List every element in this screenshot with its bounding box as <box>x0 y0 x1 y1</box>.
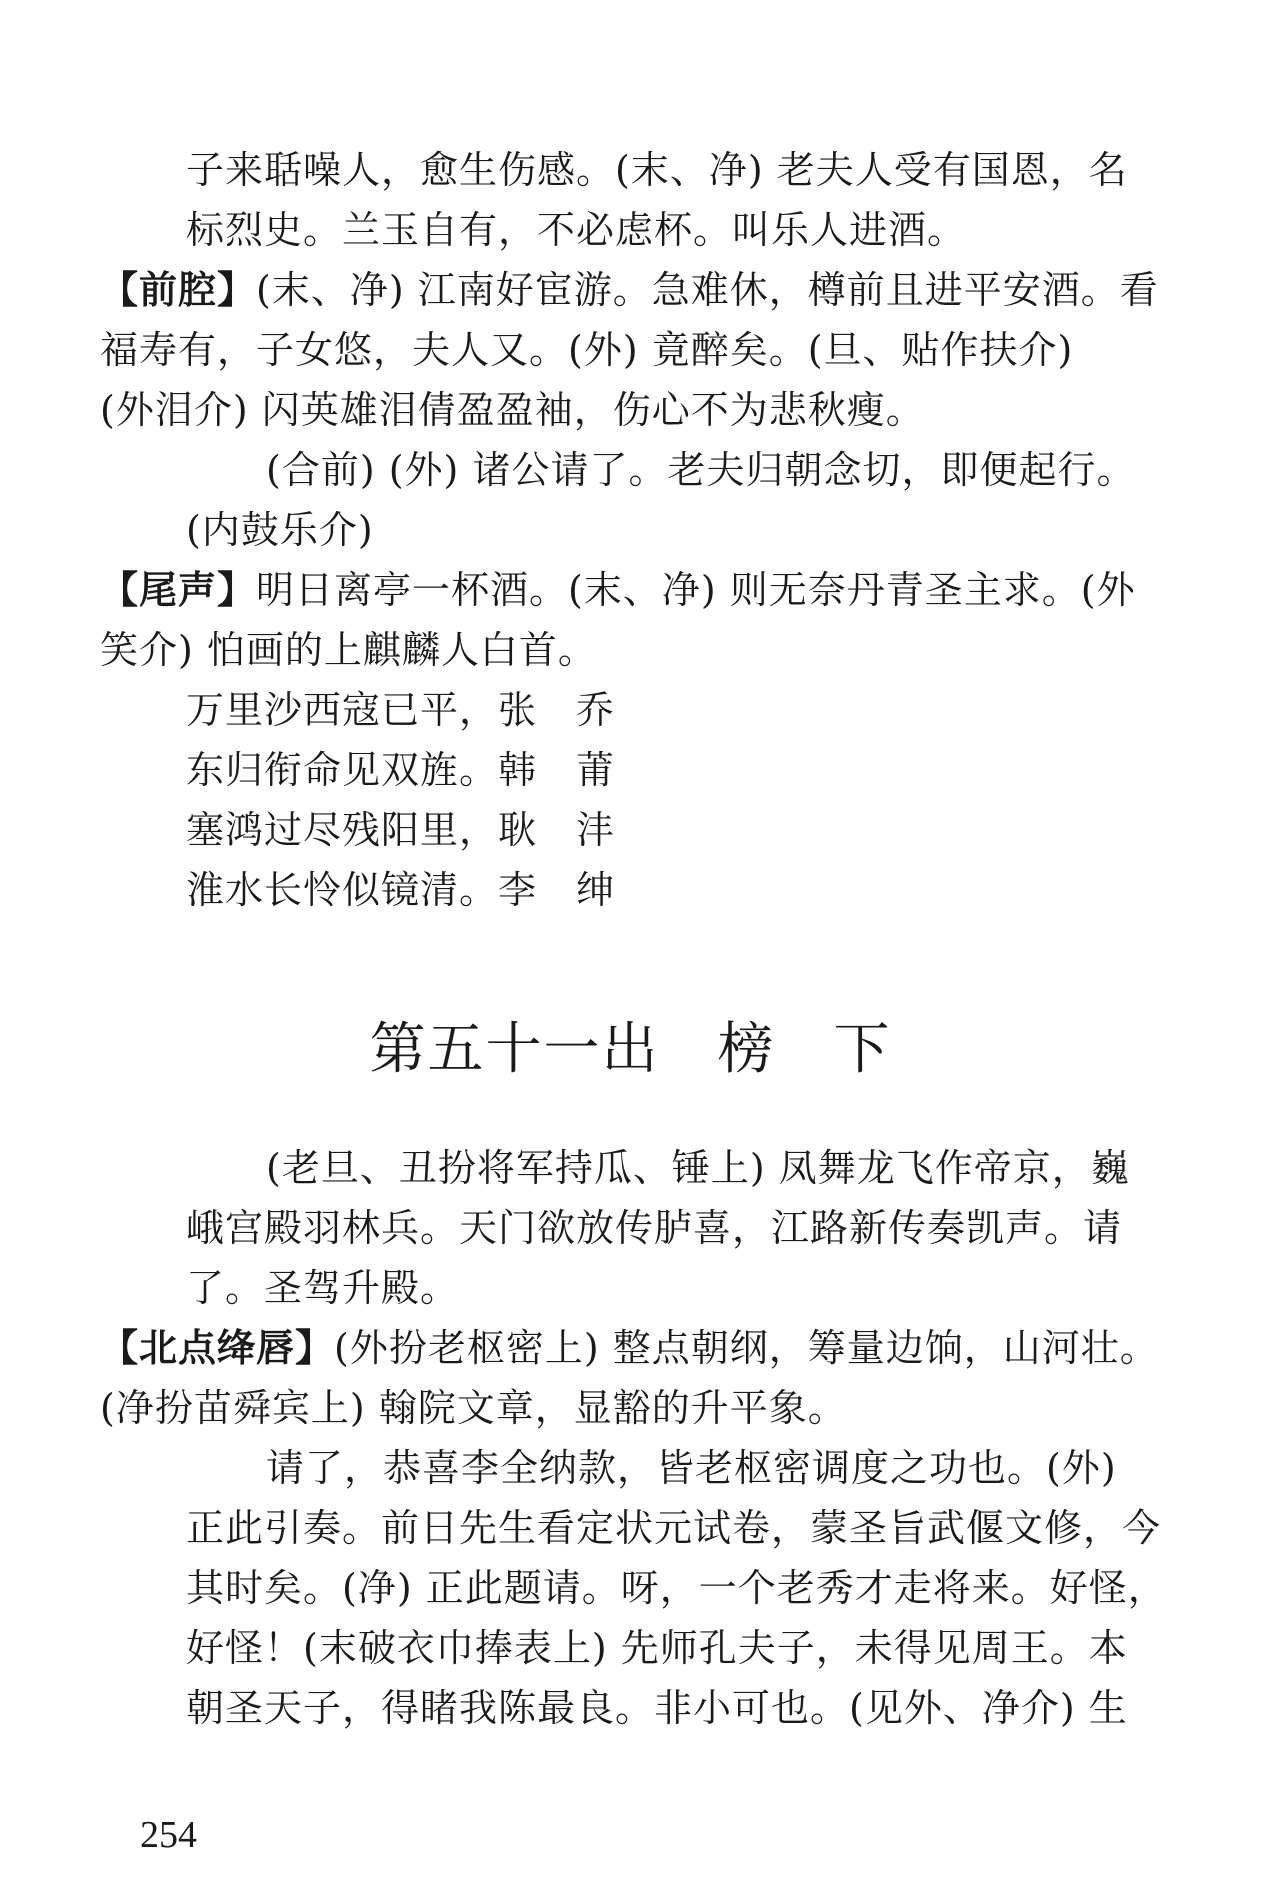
text-line: 朝圣天子，得睹我陈最良。非小可也。(见外、净介) 生 <box>186 1686 1128 1730</box>
qupai-label: 【尾声】 <box>100 568 257 612</box>
text-span: (末、净) 江南好宦游。急难休，樽前且进平安酒。看 <box>256 268 1159 312</box>
text-line: 笑介) 怕画的上麒麟人白首。 <box>100 628 597 672</box>
text-line: (合前) (外) 诸公请了。老夫归朝念切，即便起行。 <box>266 448 1136 492</box>
poem-line: 淮水长怜似镜清。李 绅 <box>186 868 616 912</box>
text-line <box>100 262 1159 318</box>
page-number: 254 <box>140 1814 197 1856</box>
text-line: 标烈史。兰玉自有，不必虑杯。叫乐人进酒。 <box>186 208 967 252</box>
text-line: 其时矣。(净) 正此题请。呀，一个老秀才走将来。好怪， <box>186 1566 1167 1610</box>
text-line: 正此引奏。前日先生看定状元试卷，蒙圣旨武偃文修，今 <box>186 1506 1162 1550</box>
text-span: 明日离亭一杯酒。(末、净) 则无奈丹青圣主求。(外 <box>256 568 1136 612</box>
chapter-heading: 第五十一出 榜 下 <box>369 1017 892 1082</box>
qupai-label: 【北点绛唇】 <box>100 1326 335 1370</box>
text-line: 福寿有，子女悠，夫人又。(外) 竟醉矣。(旦、贴作扶介) <box>100 328 1074 372</box>
text-line <box>100 1320 1159 1376</box>
poem-line: 万里沙西寇已平，张 乔 <box>186 688 616 732</box>
text-line: 峨宫殿羽林兵。天门欲放传胪喜，江路新传奏凯声。请 <box>186 1206 1123 1250</box>
text-line: 子来聒噪人，愈生伤感。(末、净) 老夫人受有国恩，名 <box>186 148 1128 192</box>
text-line: (净扮苗舜宾上) 翰院文章，显豁的升平象。 <box>100 1386 847 1430</box>
text-line: (老旦、丑扮将军持瓜、锤上) 凤舞龙飞作帝京，巍 <box>266 1146 1130 1190</box>
text-line <box>100 562 1136 618</box>
poem-line: 东归衔命见双旌。韩 莆 <box>186 748 616 792</box>
text-line: (内鼓乐介) <box>186 508 374 552</box>
poem-line: 塞鸿过尽残阳里，耿 沣 <box>186 808 616 852</box>
text-line: (外泪介) 闪英雄泪倩盈盈袖，伤心不为悲秋瘦。 <box>100 388 925 432</box>
qupai-label: 【前腔】 <box>100 268 257 312</box>
text-line: 好怪！(末破衣巾捧表上) 先师孔夫子，未得见周王。本 <box>186 1626 1128 1670</box>
text-span: (外扮老枢密上) 整点朝纲，筹量边饷，山河壮。 <box>334 1326 1159 1370</box>
text-line: 请了，恭喜李全纳款，皆老枢密调度之功也。(外) <box>266 1446 1117 1490</box>
text-line: 了。圣驾升殿。 <box>186 1266 460 1310</box>
